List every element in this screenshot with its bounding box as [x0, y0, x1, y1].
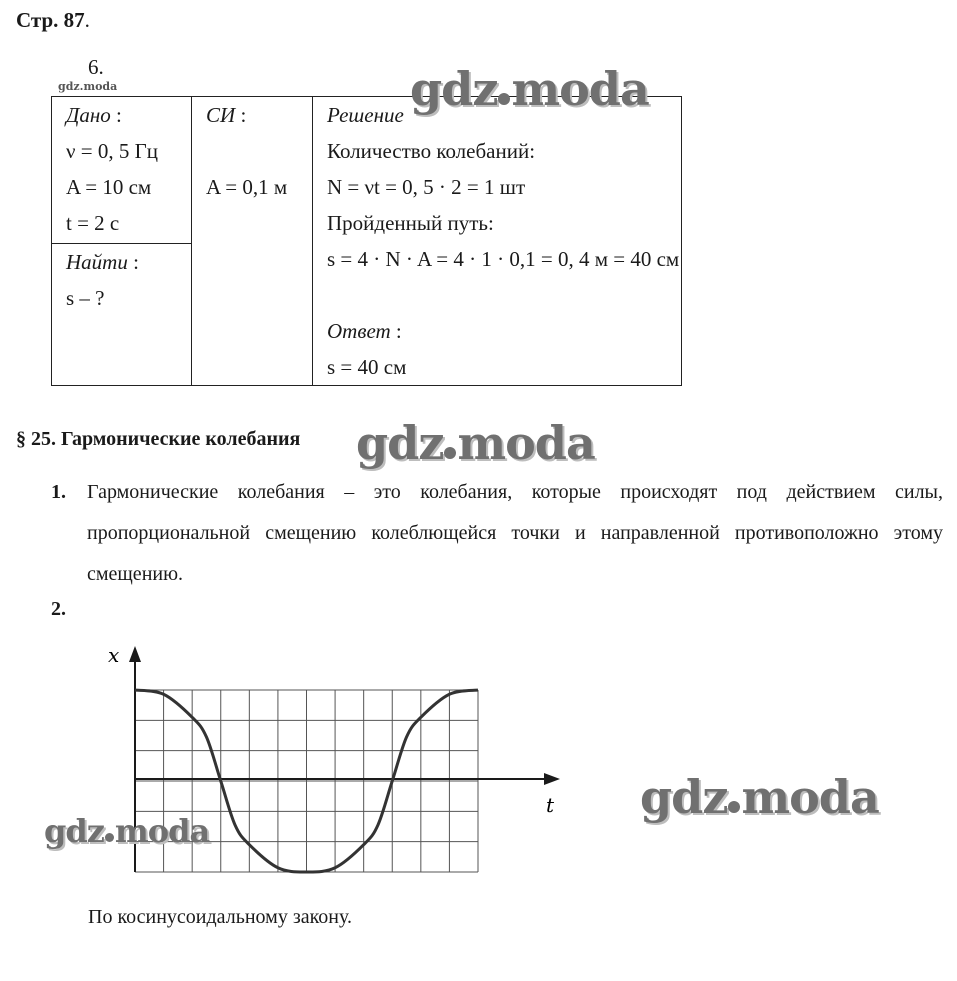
find-cell: Найти : s – ?	[52, 244, 192, 386]
answer-value: s = 40 см	[327, 355, 407, 379]
given-title: Дано	[66, 103, 111, 127]
si-cell: СИ : A = 0,1 м	[192, 97, 313, 386]
solution-line-2: N = νt = 0, 5 · 2 = 1 шт	[327, 175, 526, 199]
page-number: Стр. 87	[16, 8, 85, 32]
given-time: t = 2 с	[66, 211, 120, 235]
t-axis-arrow	[544, 773, 560, 785]
given-cell: Дано : ν = 0, 5 Гц A = 10 см t = 2 с	[52, 97, 192, 244]
item-1-text: Гармонические колебания – это колебания, которые происходят под действием силы, пропорциональной смещению колеблющейся точки и направленной противоположно этому смещению.	[87, 481, 943, 585]
solution-line-1: Количество колебаний:	[327, 139, 536, 163]
item-2-number: 2.	[51, 598, 66, 620]
solution-title: Решение	[327, 103, 404, 127]
given-frequency: ν = 0, 5 Гц	[66, 139, 158, 163]
watermark-left: gdz moda	[44, 812, 210, 850]
answer-title: Ответ	[327, 319, 391, 343]
given-amplitude: A = 10 см	[66, 175, 152, 199]
si-title: СИ	[206, 103, 236, 127]
watermark-right: gdz moda	[640, 770, 879, 824]
find-value: s – ?	[66, 286, 105, 311]
watermark-middle: gdz moda	[356, 416, 595, 470]
watermark-top: gdz moda	[410, 62, 649, 116]
item-1-number: 1.	[51, 481, 66, 503]
x-axis-arrow	[129, 646, 141, 662]
given-table	[51, 96, 682, 386]
page-header	[16, 8, 90, 33]
solution-line-4: s = 4 · N · A = 4 · 1 · 0,1 = 0, 4 м = 40 см	[327, 247, 680, 271]
item-2-answer: По косинусоидальному закону.	[88, 906, 352, 928]
si-amplitude: A = 0,1 м	[206, 175, 288, 199]
small-watermark: gdz.moda	[58, 80, 118, 93]
section-title: § 25. Гармонические колебания	[16, 428, 301, 450]
find-title: Найти	[66, 250, 128, 275]
page-number-period: .	[84, 8, 90, 32]
task-number: 6.	[88, 55, 104, 79]
solution-line-3: Пройденный путь:	[327, 211, 494, 235]
y-axis-label: x	[108, 643, 120, 667]
x-axis-label: t	[546, 793, 555, 817]
solution-cell: Решение Количество колебаний: N = νt = 0, 5 · 2 = 1 шт Пройденный путь: s = 4 · N · A = 4 · 1 · 0,1 = 0, 4 м = 40 см Ответ : s = 40 см	[313, 97, 682, 386]
